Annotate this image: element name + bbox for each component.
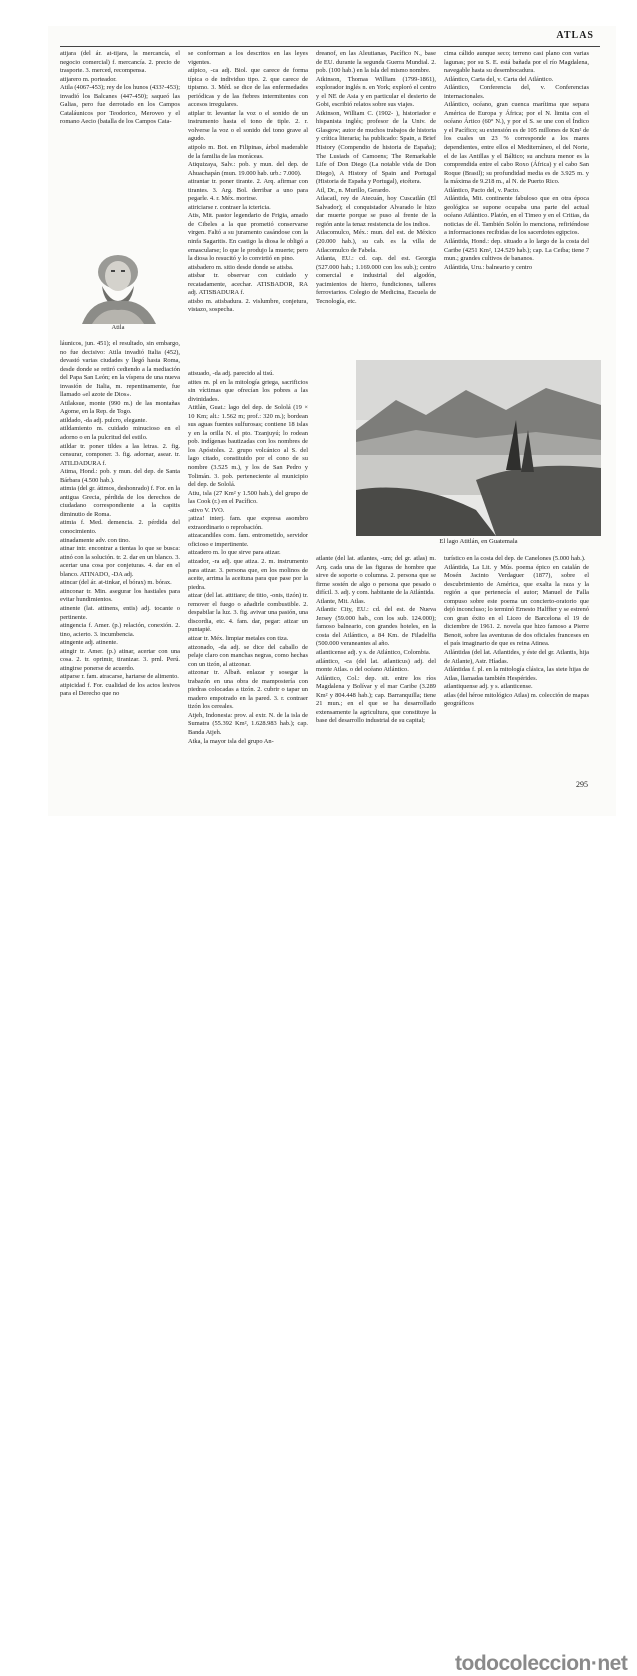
dictionary-entry: dreanof, en las Aleutianas, Pacífico N., base de EU. durante la segunda Guerra Mundial. 2. pob. (100 hab.) en la isla del mismo nombre. — [316, 50, 436, 75]
dictionary-entry: Atlacomulco, Méx.: mun. del est. de México (20.000 hab.), su cab. es la villa de Atlacomulco de Fabela. — [316, 229, 436, 254]
column-4-top — [444, 50, 589, 360]
portrait-caption: Atila — [111, 324, 125, 331]
dictionary-entry: atisbadero m. sitio desde donde se atisba. — [188, 263, 294, 271]
dictionary-entry: atingente adj. atinente. — [60, 639, 118, 647]
dictionary-entry: atisuado, -da adj. parecido al tisú. — [188, 370, 274, 377]
dictionary-entry: Atitlán, Guat.: lago del dep. de Sololá (19 × 10 Km; alt.: 1.562 m; prof.: 320 m.); bordean sus aguas fuentes sulfurosas; contiene 18 islas y en la orilla N. el pto. Tzanjuyú; lo rodean pob. indígenas bautizadas con los nombres de los Apóstoles. 2. grupo volcánico al S. del lago citado, constituido por el cono de su nombre (3.525 m.), y los de San Pedro y Tolimán. 3. pob. perteneciente al municipio del dep. de Sololá. — [188, 404, 308, 489]
dictionary-entry: Atlante, Mit. Atlas. — [316, 597, 366, 605]
dictionary-entry: atimia f. Med. demencia. 2. pérdida del conocimiento. — [60, 519, 180, 536]
dictionary-entry: atizar tr. Méx. limpiar metales con tiza. — [188, 634, 289, 642]
dictionary-entry: atirantar tr. poner tirante. 2. Arq. afirmar con tirantes. 3. Arg. Bol. derribar a uno para pegarle. 4. r. Méx. morirse. — [188, 178, 308, 203]
watermark-logo: todocoleccion·net — [455, 1652, 628, 1675]
dictionary-entry: Atlantic City, EU.: cd. del est. de Nueva Jersey (59.000 hab., con los sub. 124.000); famoso balneario, con grandes hoteles, en la costa del Atlántico, a 84 Km. de Filadelfia (500.000 veraneantes al año. — [316, 606, 436, 648]
dictionary-entry: Atila (4067-453); rey de los hunos (433?-453); invadió los Balcanes (447-450); saqueó las Galias, pero fue derrotado en los Campos Cataláunicos por Teodorico, Meroveo y el romano Aecio (batalla de los Campos Cata- — [60, 84, 180, 126]
dictionary-entry: Atlántico, Carta del, v. Carta del Atlántico. — [444, 75, 554, 83]
dictionary-entry: Atlántidas f. pl. en la mitología clásica, las siete hijas de Atlas, llamadas también Hespérides. — [444, 666, 589, 682]
dictionary-entry: atizonar tr. Albañ. enlazar y sosegar la trabazón en una obra de mampostería con piedras colocadas a tizón. 2. cubrir o tapar un madero empotrado en la pared. 3. r. contraer tizón los cereales. — [188, 669, 308, 711]
atila-portrait-engraving — [62, 246, 174, 324]
dictionary-entry: Atkinson, William C. (1902- ), historiador e hispanista inglés; profesor de la Univ. de Glasgow; autor de muchos trabajos de historia y crítica literaria; ha publicado: Spain, a Brief History (Compendio de historia de España); The Lusiads of Camoens; The Remarkable Life of Don Diego (La notable vida de Don Diego), A History of Spain and Portugal (Historia de España y Portugal), etcétera. — [316, 109, 436, 186]
dictionary-entry: atinar intr. encontrar a tientas lo que se busca: atinó con la solución. tr. 2. dar en un blanco. 3. acertar una cosa por conjeturas. 4. dar en el blanco. ATINADO, -DA adj. — [60, 545, 180, 578]
dictionary-entry: atlántico, -ca (del lat. atlanticus) adj. del monte Atlas. o del océano Atlántico. — [316, 657, 436, 674]
dictionary-entry: Atlántidas (del lat. Atlantides, y éste del gr. Atlantis, hija de Atlante), Astr. Híadas. — [444, 649, 589, 665]
dictionary-entry: atlante (del lat. atlantes, -um; del gr. atlas) m. Arq. cada una de las figuras de hombre que sirve de soporte o columna. 2. persona que se firme sostén de algo o persona que pesado o difícil. 3. adj. y com. habitante de la Atlántida. — [316, 555, 436, 597]
header-rule — [60, 46, 600, 47]
dictionary-entry: atizar (del lat. attitiare; de titio, -onis, tizón) tr. remover el fuego o añadirle combustible. 2. despabilar la luz. 3. fig. avivar una pasión, una discordia, etc. 4. fam. dar, pegar: atizar un puntapié. — [188, 592, 308, 634]
dictionary-entry: atimia (del gr. átimos, deshonrado) f. For. en la antigua Grecia, pérdida de los derechos de ciudadano correspondiente a la capitis diminutio de Roma. — [60, 485, 180, 518]
dictionary-entry: atisbo m. atisbadura. 2. vislumbre, conjetura, vistazo, sospecha. — [188, 297, 308, 314]
dictionary-entry: Atlántida, La Lit. y Mús. poema épico en catalán de Mosén Jacinto Verdaguer (1877), sobre el descubrimiento de América, que exalta la raza y la región a que pertenecía el autor; Manuel de Falla compuso sobre este poema un concierto-oratorio que dejó inconcluso; lo terminó Ernesto Halffter y se estrenó con gran éxito en el Liceo de Barcelona el 19 de diciembre de 1961. 2. novela que hizo famoso a Pierre Benoit, sobre las aventuras de dos oficiales franceses en el país imaginario de que es reina Atinea. — [444, 563, 589, 648]
dictionary-entry: atlantiquense adj. y s. atlanticense. — [444, 683, 533, 691]
running-header — [48, 30, 616, 44]
dictionary-entry: atlanticense adj. y s. de Atlántico, Colombia. — [316, 649, 431, 657]
dictionary-entry: ¡atiza! interj. fam. que expresa asombro extraordinario o reprobación. — [188, 515, 308, 531]
dictionary-entry: Atkinson, Thomas William (1799-1861), explorador inglés n. en York; exploró el centro y el NE de Asia y en particular el desierto de Gobi, escribió relatos sobre sus viajes. — [316, 75, 436, 109]
dictionary-entry: atizonado, -da adj. se dice del caballo de pelaje claro con manchas negras, como hechas con un tizón, al atizonar. — [188, 643, 308, 668]
lake-atitlan-photo — [356, 360, 601, 536]
dictionary-entry: cima cálido aunque seco; terreno casi plano con varias lagunas; por su S. E. está bañada por el río Magdalena, navegable hasta su desembocadura. — [444, 50, 589, 75]
dictionary-entry: Atima, Hond.: pob. y mun. del dep. de Santa Bárbara (4.500 hab.). — [60, 468, 180, 484]
column-3-top — [316, 50, 436, 360]
dictionary-entry: atípico, -ca adj. Biol. que carece de forma típica o de individuo tipo. 2. que carece de tipismo. 3. Méd. se dice de las enfermedades periódicas y de las fiebres intermitentes con accesos irregulares. — [188, 67, 308, 109]
column-2-top — [188, 50, 308, 370]
column-3-bottom — [316, 555, 436, 790]
dictionary-entry: atincar (del ár. at-tinkar, el bórax) m. bórax. — [60, 579, 172, 587]
dictionary-entry: atinconar tr. Min. asegurar los hastiales para evitar hundimientos. — [60, 587, 180, 604]
dictionary-entry: Atjeh, Indonesia: prov. al extr. N. de la isla de Sumatra (55.392 Km², 1.628.983 hab.); cap. Banda Atjeh. — [188, 711, 308, 736]
page-number: 295 — [576, 780, 588, 789]
dictionary-entry: Atiu, isla (27 Km² y 1.500 hab.), del grupo de las Cook (r.) en el Pacífico. — [188, 489, 308, 506]
running-head-word: ATLAS — [556, 30, 594, 41]
dictionary-entry: atites m. pl en la mitología griega, sacrificios sin víctimas que ofrecían los pobres a las divinidades. — [188, 378, 308, 403]
dictionary-entry: atinente (lat. attinens, entis) adj. tocante o pertinente. — [60, 604, 180, 621]
column-1-top — [60, 50, 180, 245]
dictionary-entry: atingencia f. Amer. (p.) relación, conexión. 2. tino, acierto. 3. incumbencia. — [60, 622, 180, 638]
dictionary-entry: Atlántida, Hond.: dep. situado a lo largo de la costa del Caribe (4251 Km², 124.529 hab.); cap. La Ceiba; tiene 7 mun.; grandes cultivos de bananos. — [444, 238, 589, 263]
dictionary-entry: atiplar tr. levantar la voz o el sonido de un instrumento hasta el tono de tiple. 2. r. volverse la voz o el sonido del tono grave al agudo. — [188, 109, 308, 143]
photo-caption: El lago Atitlán, en Guatemala — [439, 538, 518, 545]
dictionary-entry: turístico en la costa del dep. de Canelones (5.000 hab.). — [444, 555, 586, 562]
dictionary-entry: atipolo m. Bot. en Filipinas, árbol maderable de la familia de las moráceas. — [188, 144, 308, 160]
dictionary-entry: atiparse r. fam. atracarse, hartarse de alimento. — [60, 673, 179, 681]
dictionary-entry: atlas (del héroe mitológico Atlas) m. colección de mapas geográficos — [444, 691, 589, 708]
dictionary-entry: atijara (del ár. at-tijara, la mercancía, el negocio comercial) f. mercancía. 2. precio de trasporte. 3. merced, recompensa. — [60, 50, 180, 75]
dictionary-entry: atildado, -da adj. pulcro, elegante. — [60, 416, 147, 424]
dictionary-entry: Atka, la mayor isla del grupo An- — [188, 737, 274, 745]
dictionary-entry: se conforman a los descritos en las leyes vigentes. — [188, 50, 308, 66]
dictionary-entry: atizador, -ra adj. que atiza. 2. m. instrumento para atizar. 3. persona que, en los molinos de aceite, arrima la aceituna para que pase por la piedra. — [188, 558, 308, 591]
dictionary-entry: atildamiento m. cuidado minucioso en el adorno o en la pulcritud del estilo. — [60, 425, 180, 442]
dictionary-entry: atildar tr. poner tildes a las letras. 2. fig. censurar, componer. 3. fig. adornar, asear. tr. ATILDADURA f. — [60, 442, 180, 467]
dictionary-entry: atizacandiles com. fam. entrometido, servidor oficioso e impertinente. — [188, 532, 308, 548]
footer-band — [0, 822, 637, 1675]
dictionary-entry: atipicidad f. For. cualidad de los actos lesivos para el Derecho que no — [60, 681, 180, 698]
dictionary-entry: -ativo V. IVO. — [188, 506, 225, 514]
dictionary-entry: Atlántida, Mit. continente fabuloso que en otra época geológica se supone ocupaba una parte del actual océano Atlántico. Platón, en el Timeo y en el Critias, da noticias de él. También Solón lo menciona, refiriéndose a informaciones recibidas de los sacerdotes egipcios. — [444, 195, 589, 237]
dictionary-entry: Atlántico, Pacto del, v. Pacto. — [444, 186, 520, 194]
dictionary-entry: atinadamente adv. con tino. — [60, 536, 131, 544]
dictionary-entry: láunicos, jun. 451); el resultado, sin embargo, no fue decisivo: Atila invadió Italia (452), devastó varias ciudades y llegó hasta Roma, desde donde se retiró cediendo a la mediación del Papa San León; en la víspera de una nueva invasión de Italia, m. repentinamente, fue llamado «el azote de Dios». — [60, 340, 180, 399]
dictionary-entry: Atis, Mit. pastor legendario de Frigia, amado de Cibeles a la que prometió conservarse virgen. Faltó a su juramento casándose con la ninfa Sagaritis. En castigo la diosa le obligó a emascularse; lo que le produjo la muerte; pero la diosa lo resucitó y lo convirtió en pino. — [188, 212, 308, 263]
dictionary-entry: Atlacatl, rey de Atecuán, hoy Cuscatlán (El Salvador); el conquistador Alvarado le hizo dar muerte porque se puso al frente de la región ante la tenaz resistencia de los indios. — [316, 195, 436, 228]
dictionary-entry: atingir tr. Amer. (p.) atinar, acertar con una cosa. 2. tr. oprimir, tiranizar. 3. prnl. Perú. atingirse ponerse de acuerdo. — [60, 647, 180, 672]
dictionary-entry: atizadero m. lo que sirve para atizar. — [188, 549, 281, 557]
dictionary-entry: atiriciarse r. contraer la ictericia. — [188, 203, 271, 211]
dictionary-entry: Atlántico, Col.: dep. sit. entre los ríos Magdalena y Bolívar y el mar Caribe (3.289 Km² y 804.448 hab.); cap. Barranquilla; tiene 21 mun.; en el que se ha desarrollado extensamente la agricultura, que constituye la base del desarrollo industrial de su capital; — [316, 674, 436, 725]
column-2-bottom — [188, 370, 308, 745]
dictionary-entry: atisbar tr. observar con cuidado y recatadamente, acechar. ATISBADOR, RA adj. ATISBADURA f. — [188, 272, 308, 297]
dictionary-entry: atijarero m. porteador. — [60, 75, 117, 83]
column-4-bottom — [444, 555, 589, 790]
dictionary-entry: Atlántida, Uru.: balneario y centro — [444, 263, 533, 271]
dictionary-entry: Atlanta, EU.: cd. cap. del est. Georgia (527.000 hab.; 1.169.000 con los sub.); centro comercial e industrial del algodón, yacimientos de hierro, fundiciones, talleres ferroviarios. Colegio de Medicina, Escuela de Tecnología, etc. — [316, 255, 436, 305]
dictionary-entry: Atiquizaya, Salv.: pob. y mun. del dep. de Ahuachapán (mun. 19.000 hab. urb.: 7.000). — [188, 161, 308, 177]
dictionary-entry: Atlántico, océano, gran cuenca marítima que separa América de Europa y África; por el N. limita con el océano Ártico (60° N.), y por el S. se une con el Índico y el Pacífico; su extensión es de 105 millones de Km² de los cuales un 23 % corresponde a los mares dependientes, entre ellos el Mediterráneo, el del Norte, el de las Antillas y el Báltico; su anchura menor es la comprendida entre el cabo Roxo (África) y el cabo San Roque (Brasil); su profundidad media es de 3.925 m. y la máxima de 9.218 m., al N. de Puerto Rico. — [444, 101, 589, 186]
column-1-bottom — [60, 340, 180, 810]
dictionary-entry: Atl, Dr., n. Murillo, Gerardo. — [316, 186, 391, 194]
dictionary-entry: Atlántico, Conferencia del, v. Conferencias internacionales. — [444, 84, 589, 100]
dictionary-entry: Atilaksue, monte (990 m.) de las montañas Agome, en la Rep. de Togo. — [60, 399, 180, 416]
